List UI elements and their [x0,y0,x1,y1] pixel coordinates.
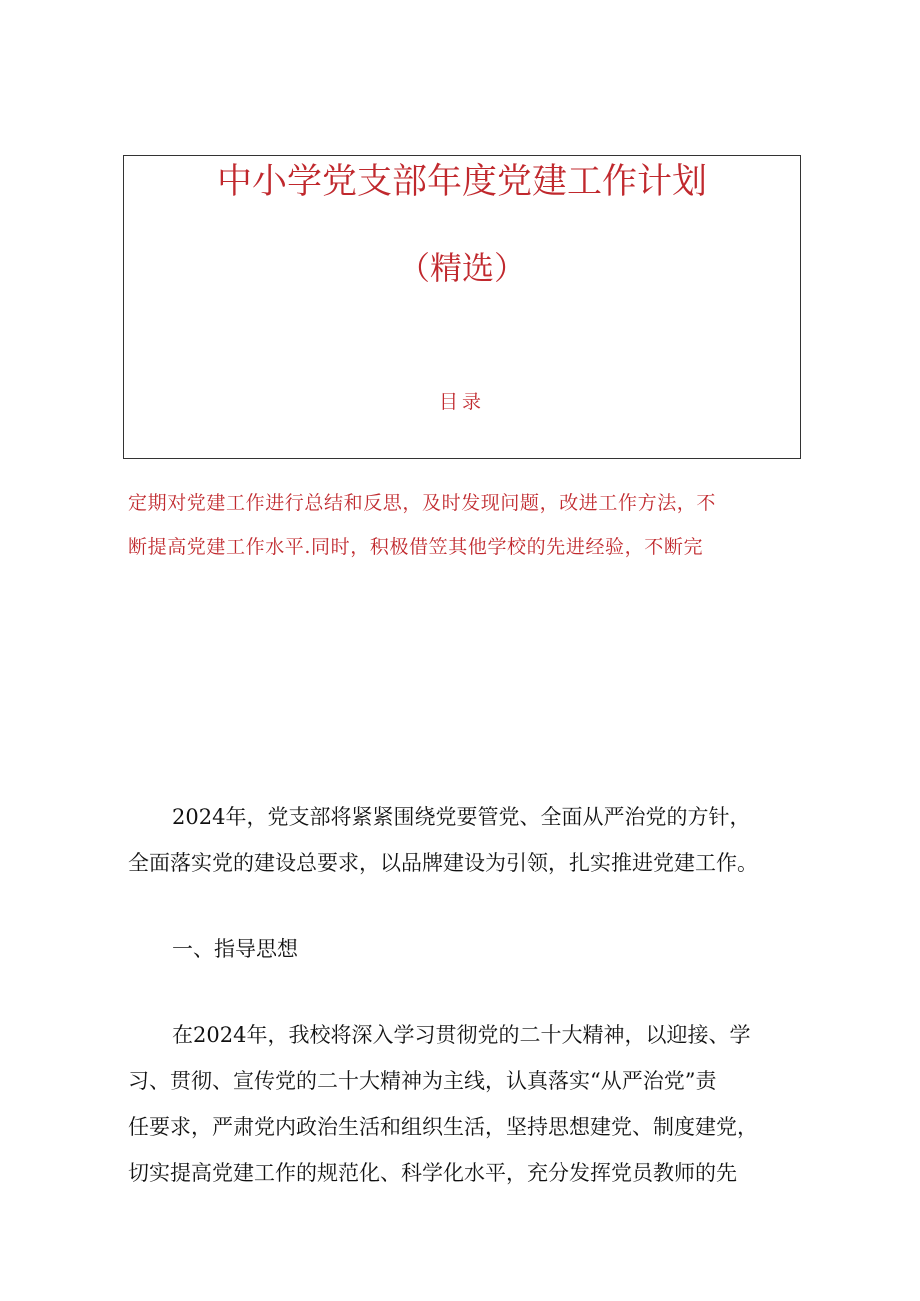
red-paragraph-line: 断提高党建工作水平.同时，积极借笠其他学校的先进经验，不断完 [128,536,704,558]
intro-line: 全面落实党的建设总要求，以品牌建设为引领，扎实推进党建工作。 [128,851,758,875]
toc-label: 目录 [438,391,485,413]
intro-paragraph [128,794,818,886]
title-box [123,155,801,459]
guide-line: 习、贯彻、宣传党的二十大精神为主线，认真落实“从严治党”责 [128,1069,717,1093]
guide-line: 在2024年，我校将深入学习贯彻党的二十大精神，以迎接、学 [172,1023,751,1047]
red-paragraph-line: 定期对党建工作进行总结和反思，及时发现问题，改进工作方法，不 [128,492,717,514]
section-heading [128,926,818,972]
red-paragraph [128,481,808,569]
guide-line: 切实提高党建工作的规范化、科学化水平，充分发挥党员教师的先 [128,1161,737,1185]
intro-line: 2024年，党支部将紧紧围绕党要管党、全面从严治党的方针， [172,805,751,829]
guide-paragraph [128,1012,818,1196]
guide-line: 任要求，严肃党内政治生活和组织生活，坚持思想建党、制度建党， [128,1115,758,1139]
section-heading-text: 一、指导思想 [172,937,298,961]
document-title: 中小学党支部年度党建工作计划 [216,162,707,202]
document-subtitle: （精选） [397,249,526,287]
